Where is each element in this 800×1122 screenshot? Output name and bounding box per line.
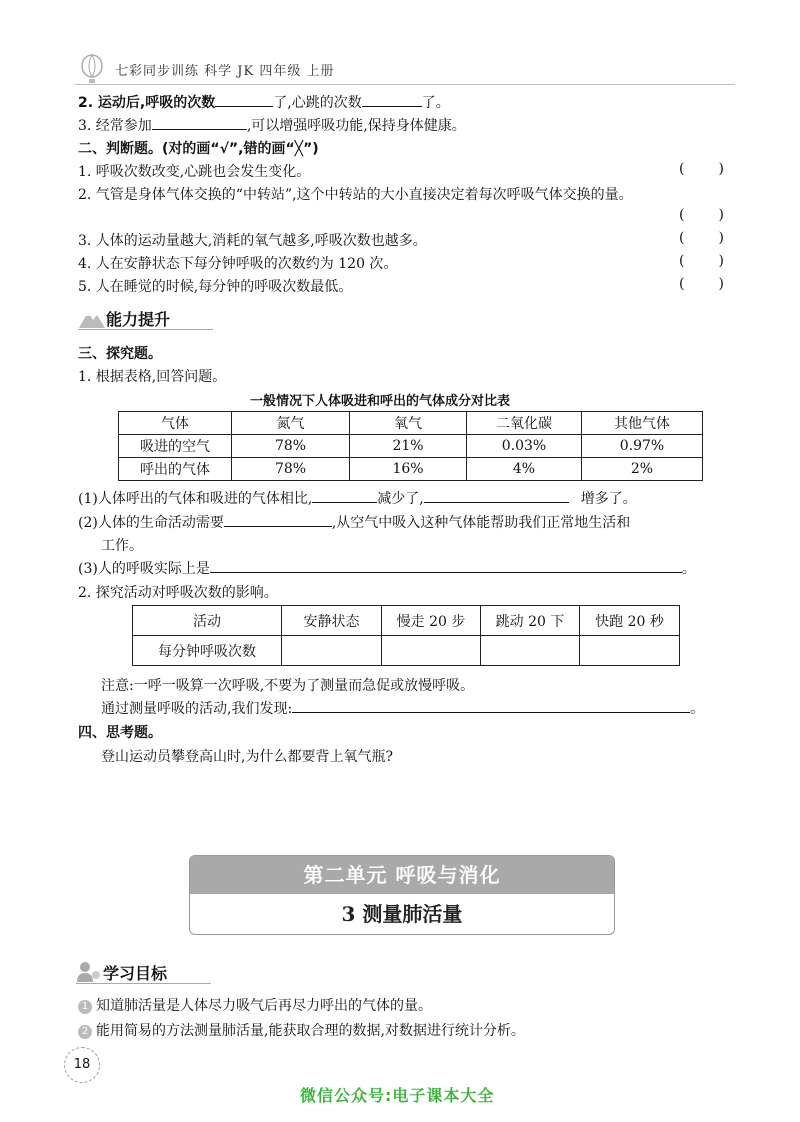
goal-number-badge: 2 <box>78 1025 92 1039</box>
goal-number-badge: 1 <box>78 1000 92 1014</box>
heading-rule <box>78 329 213 330</box>
activity-table <box>132 605 680 666</box>
think-answer-area[interactable] <box>101 770 721 845</box>
table-header: 慢走 20 步 <box>382 606 481 636</box>
fill-q3-text-b: ,可以增强呼吸功能,保持身体健康。 <box>246 118 466 134</box>
answer-cell[interactable] <box>382 636 481 666</box>
answer-paren[interactable] <box>679 253 724 269</box>
period: 。 <box>690 701 705 717</box>
note: 注意:一呼一吸算一次呼吸,不要为了测量而急促或放慢呼吸。 <box>101 678 475 694</box>
answer-blank[interactable] <box>362 92 422 107</box>
unit-banner <box>189 855 615 935</box>
table-cell: 78% <box>232 458 350 481</box>
table-cell: 0.97% <box>582 435 703 458</box>
table-cell: 78% <box>232 435 350 458</box>
answer-blank[interactable] <box>215 92 273 107</box>
think-question: 登山运动员攀登高山时,为什么都要背上氧气瓶? <box>101 749 393 765</box>
heading-rule <box>76 983 211 984</box>
table-header: 氧气 <box>350 412 467 435</box>
paren-left: ( <box>679 230 685 246</box>
gas-table <box>118 411 703 481</box>
answer-paren[interactable] <box>679 276 724 292</box>
unit-title: 第二单元 呼吸与消化 <box>190 856 614 894</box>
paren-left: ( <box>679 161 685 177</box>
table-row <box>119 458 703 481</box>
answer-paren[interactable] <box>679 230 724 246</box>
table-header: 快跑 20 秒 <box>580 606 680 636</box>
table-cell: 16% <box>350 458 467 481</box>
sub-q1-text-b: 减少了, <box>377 491 424 507</box>
paren-right: ) <box>718 161 724 177</box>
table1-caption: 一般情况下人体吸进和呼出的气体成分对比表 <box>250 394 511 409</box>
table-cell: 0.03% <box>467 435 582 458</box>
answer-cell[interactable] <box>580 636 680 666</box>
table-row <box>133 636 680 666</box>
paren-right: ) <box>718 253 724 269</box>
table-header: 安静状态 <box>282 606 382 636</box>
goal-text: 能用简易的方法测量肺活量,能获取合理的数据,对数据进行统计分析。 <box>96 1023 525 1039</box>
page-header <box>75 54 735 85</box>
sub-q2-text-b: ,从空气中吸入这种气体能帮助我们正常地生活和 <box>331 515 631 531</box>
explore-q1: 1. 根据表格,回答问题。 <box>78 369 227 385</box>
answer-blank[interactable] <box>312 488 377 503</box>
ability-heading <box>78 306 213 330</box>
fill-q3 <box>78 115 466 135</box>
sub-q1-text-c: 增多了。 <box>580 491 637 507</box>
person-icon <box>76 961 102 983</box>
table-header-row <box>119 412 703 435</box>
table-row <box>119 435 703 458</box>
sub-q3-text: (3)人的呼吸实际上是 <box>78 561 210 577</box>
sub-q2 <box>78 512 630 532</box>
judge-item: 4. 人在安静状态下每分钟呼吸的次数约为 120 次。 <box>78 256 398 272</box>
fill-q2 <box>78 92 450 112</box>
sub-q1 <box>78 488 637 508</box>
table-cell: 21% <box>350 435 467 458</box>
answer-cell[interactable] <box>282 636 382 666</box>
answer-cell[interactable] <box>481 636 580 666</box>
mountain-icon <box>78 307 106 329</box>
goal-item <box>78 995 432 1015</box>
fill-q3-text: 3. 经常参加 <box>78 118 152 134</box>
ability-title: 能力提升 <box>106 310 171 329</box>
table-header: 氮气 <box>232 412 350 435</box>
fill-q2-text-c: 了。 <box>421 95 450 111</box>
paren-left: ( <box>679 253 685 269</box>
fill-q2-text: 2. 运动后,呼吸的次数 <box>78 95 216 111</box>
table-header-row <box>133 606 680 636</box>
sub-q2-cont: 工作。 <box>101 538 143 554</box>
goal-item <box>78 1020 525 1040</box>
paren-left: ( <box>679 276 685 292</box>
table-header: 气体 <box>119 412 232 435</box>
sub-q3 <box>78 558 696 578</box>
lesson-title: 3 测量肺活量 <box>341 902 463 926</box>
page-number: 18 <box>64 1047 100 1083</box>
think-title: 四、思考题。 <box>78 725 162 741</box>
sub-q2-text: (2)人体的生命活动需要 <box>78 515 224 531</box>
goals-heading <box>76 960 211 984</box>
explore-q2: 2. 探究活动对呼吸次数的影响。 <box>78 585 278 601</box>
answer-blank[interactable] <box>152 115 247 130</box>
judge-title: 二、判断题。(对的画“√”,错的画“╳”) <box>78 141 319 157</box>
find-text: 通过测量呼吸的活动,我们发现: <box>101 701 293 717</box>
judge-item: 3. 人体的运动量越大,消耗的氧气越多,呼吸次数也越多。 <box>78 233 427 249</box>
sub-q1-text: (1)人体呼出的气体和吸进的气体相比, <box>78 491 313 507</box>
table-cell: 2% <box>582 458 703 481</box>
table-cell: 4% <box>467 458 582 481</box>
answer-paren[interactable] <box>679 161 724 177</box>
table-cell: 吸进的空气 <box>119 435 232 458</box>
answer-blank[interactable] <box>424 488 569 503</box>
explore-title: 三、探究题。 <box>78 346 162 362</box>
goals-title: 学习目标 <box>103 964 168 983</box>
balloon-icon <box>77 54 107 84</box>
paren-right: ) <box>718 230 724 246</box>
judge-item: 5. 人在睡觉的时候,每分钟的呼吸次数最低。 <box>78 279 353 295</box>
judge-item: 1. 呼吸次数改变,心跳也会发生变化。 <box>78 164 311 180</box>
goal-text: 知道肺活量是人体尽力吸气后再尽力呼出的气体的量。 <box>96 998 432 1014</box>
table-cell: 每分钟呼吸次数 <box>133 636 282 666</box>
table-header: 其他气体 <box>582 412 703 435</box>
table-header: 二氧化碳 <box>467 412 582 435</box>
answer-blank[interactable] <box>224 512 332 527</box>
judge-item: 2. 气管是身体气体交换的“中转站”,这个中转站的大小直接决定着每次呼吸气体交换的量。 <box>78 187 633 203</box>
find-line <box>101 698 704 718</box>
paren-right: ) <box>718 207 724 223</box>
answer-blank[interactable] <box>210 558 682 573</box>
fill-q2-text-b: 了,心跳的次数 <box>273 95 362 111</box>
table-header: 活动 <box>133 606 282 636</box>
answer-blank[interactable] <box>292 698 690 713</box>
table-cell: 呼出的气体 <box>119 458 232 481</box>
paren-left: ( <box>679 207 685 223</box>
answer-paren[interactable] <box>679 207 724 223</box>
header-text: 七彩同步训练 科学 JK 四年级 上册 <box>115 64 335 79</box>
table-header: 跳动 20 下 <box>481 606 580 636</box>
paren-right: ) <box>718 276 724 292</box>
period: 。 <box>681 561 696 577</box>
footer-watermark: 微信公众号:电子课本大全 <box>300 1086 495 1105</box>
